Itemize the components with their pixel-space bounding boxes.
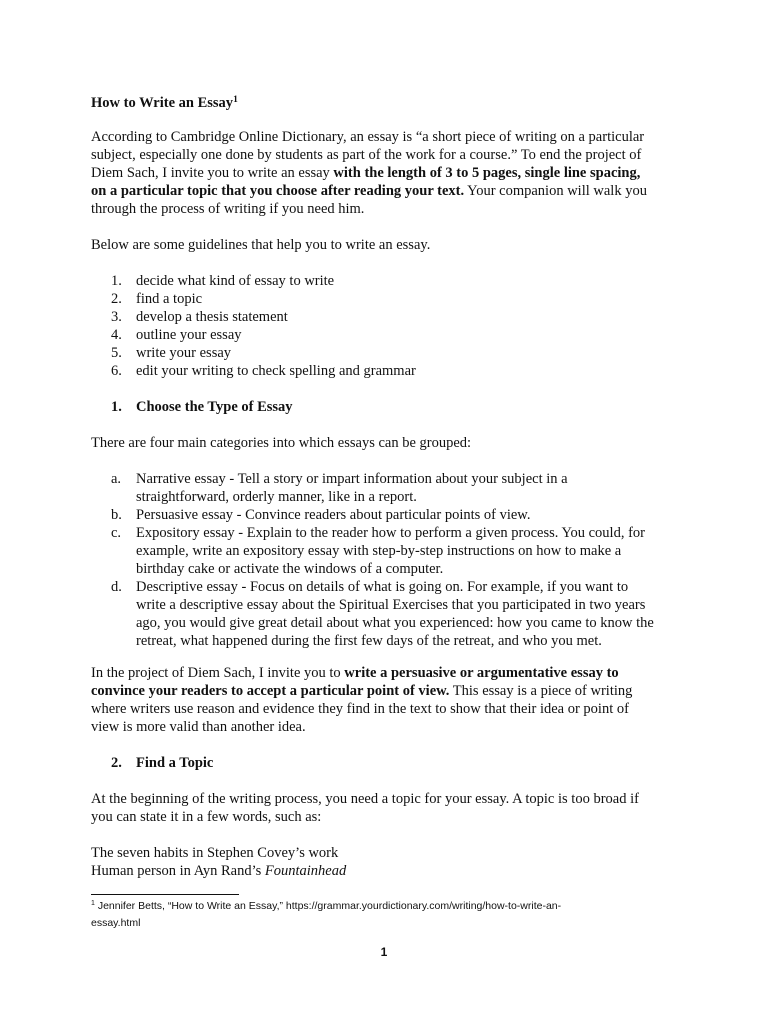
list-item <box>91 578 683 650</box>
intro-line <box>91 164 683 182</box>
list-text: write your essay <box>136 345 232 361</box>
intro-line <box>91 182 683 200</box>
list-number: 5. <box>111 345 122 361</box>
list-item <box>91 506 683 524</box>
list-number: 1. <box>111 273 122 289</box>
steps-list <box>91 272 683 380</box>
intro-bold-text: with the length of 3 to 5 pages, single line spacing, <box>333 165 641 181</box>
list-item <box>91 290 683 308</box>
footnote-number: 1 <box>91 900 95 907</box>
footnote-text: Jennifer Betts, “How to Write an Essay,” https://grammar.yourdictionary.com/writing/how-to-write-an- <box>94 900 562 912</box>
list-line: Descriptive essay - Focus on details of what is going on. For example, if you want to <box>136 579 629 595</box>
guidelines-intro: Below are some guidelines that help you to write an essay. <box>91 237 431 253</box>
list-line: birthday cake or activate the windows of a computer. <box>136 561 444 577</box>
document-title <box>91 94 683 112</box>
list-item <box>91 470 683 506</box>
topic-examples <box>91 844 683 880</box>
paragraph-text: This essay is a piece of writing <box>449 683 633 699</box>
categories-intro: There are four main categories into which essays can be grouped: <box>91 435 472 451</box>
paragraph-bold-text: convince your readers to accept a particular point of view. <box>91 683 450 699</box>
list-text: edit your writing to check spelling and grammar <box>136 363 416 379</box>
list-letter: b. <box>111 507 122 523</box>
section-title: Choose the Type of Essay <box>136 399 293 415</box>
list-number: 6. <box>111 363 122 379</box>
title-text: How to Write an Essay <box>91 95 234 111</box>
list-letter: d. <box>111 579 122 595</box>
footnote-line <box>91 898 691 915</box>
list-line: Persuasive essay - Convince readers about particular points of view. <box>136 507 531 523</box>
paragraph-line: where writers use reason and evidence they find in the text to show that their idea or point of <box>91 701 629 717</box>
page-number: 1 <box>380 945 388 959</box>
paragraph-line: At the beginning of the writing process, you need a topic for your essay. A topic is too broad if <box>91 791 639 807</box>
intro-bold-text: on a particular topic that you choose after reading your text. <box>91 183 465 199</box>
section-heading-1 <box>91 398 683 416</box>
paragraph-text: In the project of Diem Sach, I invite you to <box>91 665 345 681</box>
list-letter: a. <box>111 471 122 487</box>
example-italic-text: Fountainhead <box>264 863 347 879</box>
paragraph-line: view is more valid than another idea. <box>91 719 306 735</box>
list-line: ago, you would give great detail about what you experienced: how you came to know the <box>136 615 654 631</box>
project-paragraph <box>91 664 683 736</box>
section-number: 2. <box>111 755 122 771</box>
list-item <box>91 326 683 344</box>
categories-list <box>91 470 683 650</box>
section-number: 1. <box>111 399 122 415</box>
footnote-separator <box>91 894 239 895</box>
list-item <box>91 524 683 578</box>
section-title: Find a Topic <box>136 755 214 771</box>
section-heading-2 <box>91 754 683 772</box>
intro-text: Diem Sach, I invite you to write an essay <box>91 165 334 181</box>
list-number: 4. <box>111 327 122 343</box>
example-line: The seven habits in Stephen Covey’s work <box>91 845 339 861</box>
paragraph-line <box>91 664 683 682</box>
intro-line: through the process of writing if you need him. <box>91 201 365 217</box>
list-line: retreat, what happened during the first few days of the retreat, and who you met. <box>136 633 602 649</box>
intro-text: Your companion will walk you <box>464 183 647 199</box>
list-line: Expository essay - Explain to the reader how to perform a given process. You could, for <box>136 525 645 541</box>
intro-paragraph <box>91 128 683 218</box>
list-number: 3. <box>111 309 122 325</box>
topic-paragraph <box>91 790 683 826</box>
paragraph-line: you can state it in a few words, such as: <box>91 809 322 825</box>
paragraph-line <box>91 682 683 700</box>
example-line <box>91 862 683 880</box>
list-text: outline your essay <box>136 327 242 343</box>
list-letter: c. <box>111 525 122 541</box>
footnote <box>91 898 691 932</box>
list-line: write a descriptive essay about the Spiritual Exercises that you participated in two years <box>136 597 646 613</box>
example-text: Human person in Ayn Rand’s <box>91 863 265 879</box>
list-line: straightforward, orderly manner, like in a report. <box>136 489 417 505</box>
list-item <box>91 344 683 362</box>
intro-line: According to Cambridge Online Dictionary, an essay is “a short piece of writing on a particular <box>91 129 645 145</box>
list-text: decide what kind of essay to write <box>136 273 335 289</box>
list-number: 2. <box>111 291 122 307</box>
list-item <box>91 362 683 380</box>
list-text: develop a thesis statement <box>136 309 288 325</box>
list-item <box>91 308 683 326</box>
list-text: find a topic <box>136 291 203 307</box>
list-line: Narrative essay - Tell a story or impart information about your subject in a <box>136 471 568 487</box>
paragraph-bold-text: write a persuasive or argumentative essay to <box>344 665 619 681</box>
footnote-marker: 1 <box>233 95 238 105</box>
intro-line: subject, especially one done by students as part of the work for a course.” To end the project of <box>91 147 642 163</box>
list-line: example, write an expository essay with step-by-step instructions on how to make a <box>136 543 622 559</box>
list-item <box>91 272 683 290</box>
footnote-line: essay.html <box>91 917 141 929</box>
